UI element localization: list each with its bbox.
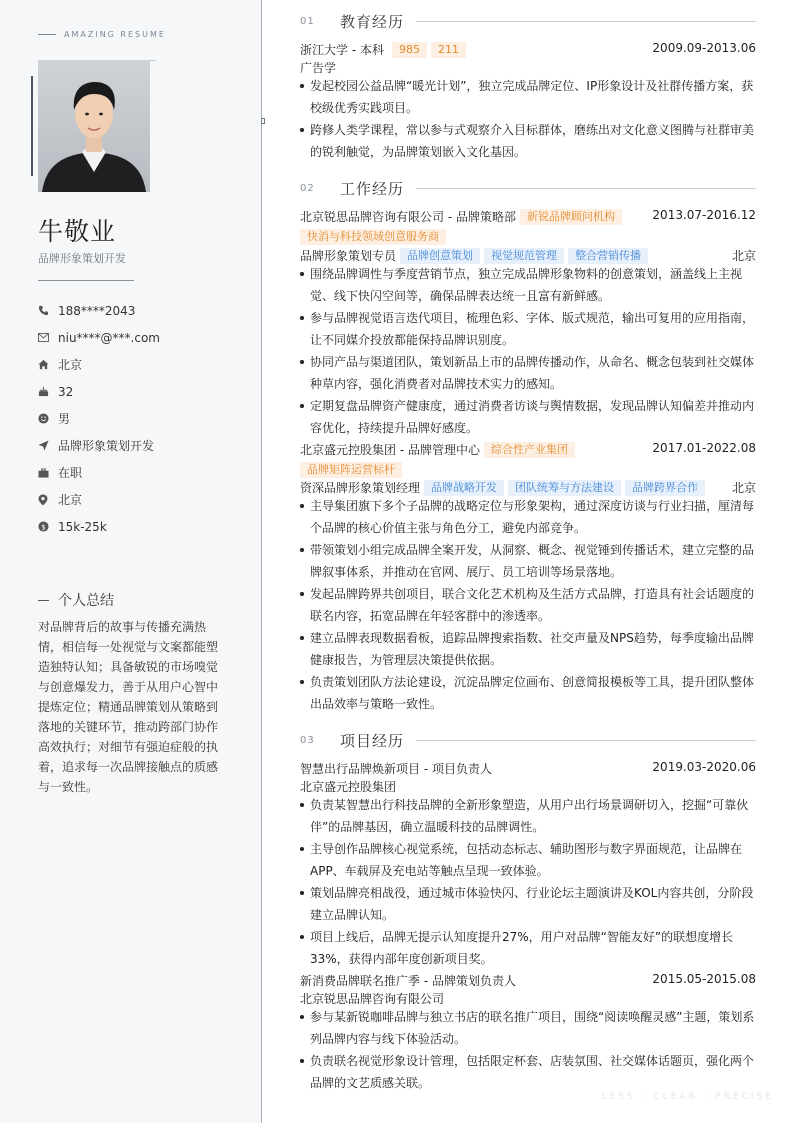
work-header (300, 178, 756, 198)
job-company-row (300, 208, 756, 225)
job-company-row (300, 441, 756, 458)
contact-gender (38, 405, 248, 432)
skill-tag: 品牌跨界合作 (625, 480, 705, 496)
education-school-row (300, 41, 756, 58)
job-position: 品牌形象策划专员 (300, 249, 397, 263)
company-tag: 综合性产业集团 (484, 442, 575, 458)
skill-tag: 视觉规范管理 (484, 248, 564, 264)
job-bullet: 发起品牌跨界共创项目，联合文化艺术机构及生活方式品牌，打造具有社会话题度的联名内容，拓宽品牌在年轻客群中的渗透率。 (300, 583, 756, 627)
location-text: 北京 (58, 493, 83, 507)
school-tag: 211 (431, 42, 466, 58)
project-title: 新消费品牌联名推广季 - 品牌策划负责人 (300, 974, 516, 988)
skill-tag: 品牌战略开发 (424, 480, 504, 496)
section-number: 03 (300, 734, 315, 746)
education-date: 2009.09-2013.06 (652, 41, 756, 55)
job-industry-row (300, 229, 756, 245)
money-icon (38, 521, 58, 532)
education-header (300, 11, 756, 31)
job-bullet: 负责策划团队方法论建设，沉淀品牌定位画布、创意简报模板等工具，提升团队整体出品效率与策略一致性。 (300, 671, 756, 715)
home-icon (38, 359, 58, 370)
projects-header (300, 730, 756, 750)
industry-tag: 品牌矩阵运营标杆 (300, 462, 402, 478)
job-date: 2017.01-2022.08 (652, 441, 756, 455)
skill-tag: 整合营销传播 (568, 248, 648, 264)
contact-location (38, 486, 248, 513)
contact-email (38, 324, 248, 351)
project-title: 智慧出行品牌焕新项目 - 项目负责人 (300, 762, 492, 776)
home-text: 北京 (58, 358, 83, 372)
education-major: 广告学 (300, 61, 337, 75)
section-title: 教育经历 (340, 12, 405, 31)
contact-home (38, 351, 248, 378)
skill-tag: 团队统筹与方法建设 (508, 480, 621, 496)
section-title: 项目经历 (340, 731, 405, 750)
email-text: niu****@***.com (58, 330, 160, 345)
skill-tag: 品牌创意策划 (400, 248, 480, 264)
phone-icon (38, 305, 58, 316)
contact-phone (38, 297, 248, 324)
job-bullet: 围绕品牌调性与季度营销节点，独立完成品牌形象物料的创意策划，涵盖线上主视觉、线下快闪空间等，确保品牌表达统一且富有新鲜感。 (300, 263, 756, 307)
project-title-row (300, 972, 756, 989)
svg-text:$: $ (41, 522, 46, 532)
section-rule (416, 188, 756, 189)
project-bullet: 参与某新锐咖啡品牌与独立书店的联名推广项目，围绕“阅读唤醒灵感”主题，策划系列品牌内容与线下体验活动。 (300, 1006, 756, 1050)
section-rule (416, 21, 756, 22)
company-name: 北京锐思品牌咨询有限公司 - 品牌策略部 (300, 210, 516, 224)
job-city: 北京 (731, 249, 756, 263)
job-city: 北京 (731, 481, 756, 495)
section-number: 01 (300, 15, 315, 27)
phone-text: 188****2043 (58, 303, 136, 318)
brand (38, 30, 166, 39)
job-position-row (300, 479, 756, 496)
job-bullet: 主导集团旗下多个子品牌的战略定位与形象架构，通过深度访谈与行业扫描，厘清每个品牌的核心价值主张与角色分工，避免内部竞争。 (300, 495, 756, 539)
age-text: 32 (58, 384, 74, 399)
project-bullet: 主导创作品牌核心视觉系统，包括动态标志、辅助图形与数字界面规范，让品牌在APP、车载屏及充电站等触点呈现一致体验。 (300, 838, 756, 882)
footer-watermark: LESS · CLEAR · PRECISE (601, 1092, 774, 1102)
job-bullet: 建立品牌表现数据看板，追踪品牌搜索指数、社交声量及NPS趋势，每季度输出品牌健康报告，为管理层决策提供依据。 (300, 627, 756, 671)
contact-salary (38, 513, 248, 540)
job-date: 2013.07-2016.12 (652, 208, 756, 222)
contact-target (38, 432, 248, 459)
project-org: 北京锐思品牌咨询有限公司 (300, 992, 445, 1006)
summary-title-text: 个人总结 (58, 593, 114, 609)
education-bullet: 跨修人类学课程，常以参与式观察介入目标群体，磨练出对文化意义图腾与社群审美的锐利触觉，为品牌策划嵌入文化基因。 (300, 119, 756, 163)
candidate-name: 牛敬业 (38, 217, 117, 246)
job-position-row (300, 247, 756, 264)
location-icon (38, 494, 58, 506)
project-date: 2015.05-2015.08 (652, 972, 756, 986)
job-position: 资深品牌形象策划经理 (300, 481, 421, 495)
photo-accent-bar (31, 76, 33, 176)
candidate-role: 品牌形象策划开发 (38, 252, 126, 265)
job-bullet: 定期复盘品牌资产健康度，通过消费者访谈与舆情数据，发现品牌认知偏差并推动内容优化，持续提升品牌好感度。 (300, 395, 756, 439)
target-text: 品牌形象策划开发 (58, 439, 155, 453)
project-bullet: 负责某智慧出行科技品牌的全新形象塑造，从用户出行场景调研切入，挖掘“可靠伙伴”的品牌基因，确立温暖科技的品牌调性。 (300, 794, 756, 838)
cake-icon (38, 386, 58, 397)
job-bullet: 参与品牌视觉语言迭代项目，梳理色彩、字体、版式规范，输出可复用的应用指南，让不同媒介投放都能保持品牌识别度。 (300, 307, 756, 351)
school-name: 浙江大学 - 本科 (300, 43, 384, 57)
briefcase-icon (38, 468, 58, 478)
project-bullet: 策划品牌亮相战役，通过城市体验快闪、行业论坛主题演讲及KOL内容共创，分阶段建立品牌认知。 (300, 882, 756, 926)
mail-icon (38, 333, 58, 342)
job-bullet: 协同产品与渠道团队，策划新品上市的品牌传播动作，从命名、概念包装到社交媒体种草内容，强化消费者对品牌技术实力的感知。 (300, 351, 756, 395)
section-title: 工作经历 (340, 179, 405, 198)
divider-marker (261, 118, 265, 124)
job-industry-row (300, 462, 756, 478)
project-org: 北京盛元控股集团 (300, 780, 397, 794)
school-tag: 985 (392, 42, 427, 58)
education-bullet: 发起校园公益品牌“暖光计划”，独立完成品牌定位、IP形象设计及社群传播方案，获校级优秀实践项目。 (300, 75, 756, 119)
smile-icon (38, 413, 58, 424)
section-rule (416, 740, 756, 741)
profile-photo (38, 60, 150, 192)
contact-age (38, 378, 248, 405)
project-bullet: 项目上线后，品牌无提示认知度提升27%，用户对品牌“智能友好”的联想度增长33%，获得内部年度创新项目奖。 (300, 926, 756, 970)
brand-text: AMAZING RESUME (64, 30, 166, 39)
contact-list (38, 297, 248, 540)
summary-title (38, 590, 114, 610)
sidebar (0, 0, 262, 1123)
company-name: 北京盛元控股集团 - 品牌管理中心 (300, 443, 480, 457)
project-bullet: 负责联名视觉形象设计管理，包括限定杯套、店装氛围、社交媒体话题页，强化两个品牌的文艺质感关联。 (300, 1050, 756, 1094)
gender-text: 男 (58, 412, 71, 426)
job-bullet: 带领策划小组完成品牌全案开发，从洞察、概念、视觉锤到传播话术，建立完整的品牌叙事体系，并推动在官网、展厅、员工培训等场景落地。 (300, 539, 756, 583)
project-date: 2019.03-2020.06 (652, 760, 756, 774)
summary-text: 对品牌背后的故事与传播充满热情，相信每一处视觉与文案都能塑造独特认知；具备敏锐的市场嗅觉与创意爆发力，善于从用户心智中提炼定位；精通品牌策划从策略到落地的关键环节，推动跨部门协作高效执行；对细节有强迫症般的执着，追求每一次品牌接触点的质感与一致性。 (38, 620, 219, 794)
send-icon (38, 440, 58, 451)
section-number: 02 (300, 182, 315, 194)
industry-tag: 快消与科技领域创意服务商 (300, 229, 446, 245)
salary-text: 15k-25k (58, 519, 107, 534)
status-text: 在职 (58, 466, 83, 480)
contact-status (38, 459, 248, 486)
divider (38, 280, 134, 281)
company-tag: 新锐品牌顾问机构 (520, 209, 622, 225)
project-title-row (300, 760, 756, 777)
